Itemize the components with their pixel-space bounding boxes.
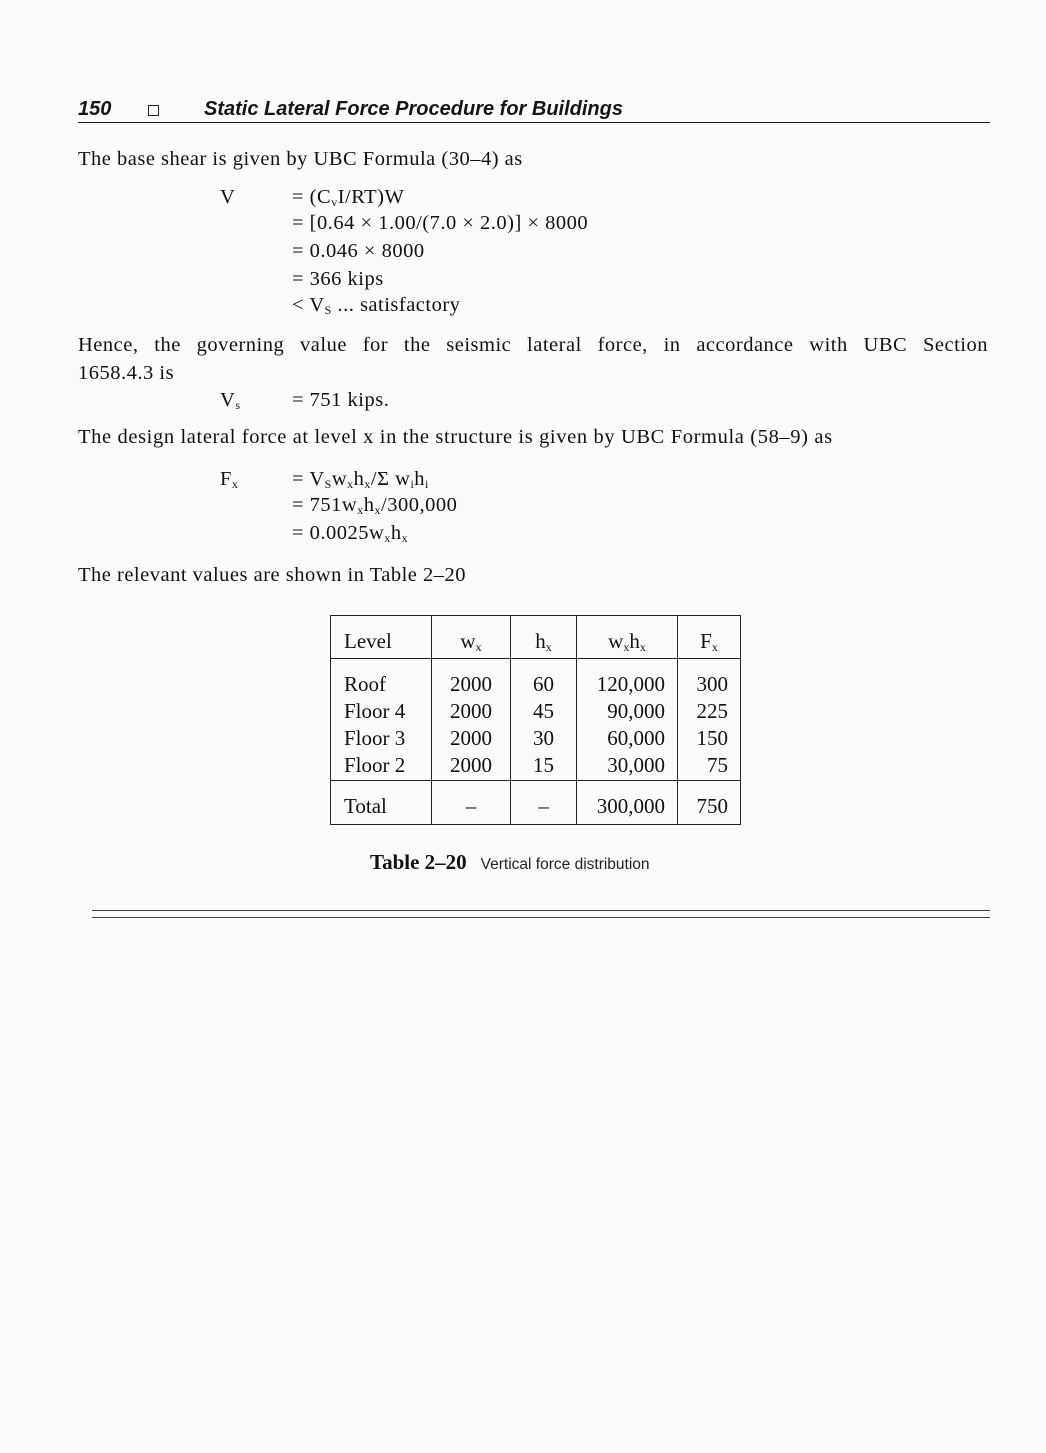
base-shear-line-1: = $(C_vI/RT)W$ xyxy=(292,186,405,209)
base-shear-line-2: = [0.64 × 1.00/(7.0 × 2.0)] × 8000 xyxy=(292,212,589,234)
governing-paragraph-line-1: Hence, the governing value for the seismic lateral force, in accordance with UBC Section xyxy=(78,334,988,356)
vs-rhs: = 751 kips. xyxy=(292,389,390,411)
running-header xyxy=(78,96,990,123)
section-end-rule xyxy=(92,917,990,918)
base-shear-lhs: V xyxy=(220,186,236,208)
design-force-paragraph: The design lateral force at level x in the structure is given by UBC Formula (58–9) as xyxy=(78,426,833,448)
table-total-fx: 750 xyxy=(696,794,728,818)
section-title: Static Lateral Force Procedure for Buildings xyxy=(204,98,623,120)
table-cell-level: Floor 3 xyxy=(344,726,406,750)
fx-line-2: = $751w_xh_x/300,000$ xyxy=(292,494,458,517)
fx-lhs: $F_x$ xyxy=(220,468,239,491)
table-cell-hx: 45 xyxy=(533,699,554,723)
caption-label: Table 2–20 xyxy=(370,850,467,874)
square-bullet-icon xyxy=(148,105,159,116)
table-cell-wx: 2000 xyxy=(450,753,492,777)
table-cell-level: Floor 4 xyxy=(344,699,406,723)
section-end-rule xyxy=(92,910,990,911)
table-cell-fx: 225 xyxy=(696,699,728,723)
base-shear-line-4: = 366 kips xyxy=(292,268,384,290)
fx-line-1: = $V_Sw_xh_x/\Sigma$ $w_ih_i$ xyxy=(292,468,429,491)
header-wx: $w_x$ xyxy=(460,629,482,654)
header-fx: $F_x$ xyxy=(700,629,718,654)
table-cell-hx: 15 xyxy=(533,753,554,777)
table-total-hx: – xyxy=(538,794,549,818)
vertical-force-table xyxy=(330,615,741,825)
relevant-values-paragraph: The relevant values are shown in Table 2–20 xyxy=(78,564,466,586)
table-cell-wxhx: 60,000 xyxy=(607,726,665,750)
header-divider xyxy=(331,658,740,659)
table-total-label: Total xyxy=(344,794,387,818)
table-caption xyxy=(370,850,650,875)
fx-line-3: = $0.0025w_xh_x$ xyxy=(292,522,409,545)
base-shear-line-5: < $V_S$ ... satisfactory xyxy=(292,294,461,317)
vs-lhs: $V_s$ xyxy=(220,389,241,412)
table-cell-fx: 300 xyxy=(696,672,728,696)
table-cell-hx: 60 xyxy=(533,672,554,696)
table-cell-wxhx: 30,000 xyxy=(607,753,665,777)
table-cell-wx: 2000 xyxy=(450,699,492,723)
table-total-wx: – xyxy=(465,794,477,818)
table-cell-wxhx: 120,000 xyxy=(596,672,665,696)
intro-paragraph: The base shear is given by UBC Formula (30–4) as xyxy=(78,148,523,170)
caption-text: Vertical force distribution xyxy=(480,856,650,873)
table-cell-level: Roof xyxy=(344,672,386,696)
header-level: Level xyxy=(344,629,392,653)
header-wxhx: $w_xh_x$ xyxy=(608,629,646,654)
table-cell-wxhx: 90,000 xyxy=(607,699,665,723)
table-cell-fx: 75 xyxy=(707,753,728,777)
header-hx: $h_x$ xyxy=(535,629,552,654)
table-cell-hx: 30 xyxy=(533,726,554,750)
table-cell-fx: 150 xyxy=(696,726,728,750)
page-number: 150 xyxy=(78,98,112,120)
total-divider xyxy=(331,780,740,781)
governing-paragraph-line-2: 1658.4.3 is xyxy=(78,362,175,384)
table-cell-wx: 2000 xyxy=(450,672,492,696)
table-total-wxhx: 300,000 xyxy=(596,794,665,818)
base-shear-line-3: = 0.046 × 8000 xyxy=(292,240,425,262)
table-cell-wx: 2000 xyxy=(450,726,492,750)
table-cell-level: Floor 2 xyxy=(344,753,406,777)
